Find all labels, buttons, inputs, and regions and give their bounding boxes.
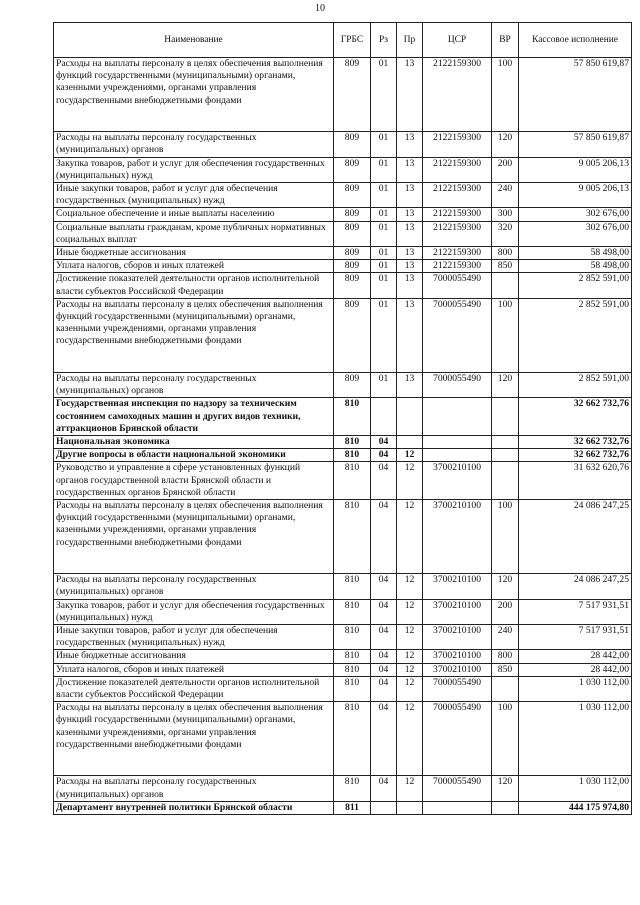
table-row: [54, 801, 632, 814]
row-rz: [371, 801, 397, 814]
row-csr: 2122159300: [423, 260, 492, 273]
budget-execution-table: [53, 22, 632, 815]
row-amount: 24 086 247,25: [519, 574, 632, 599]
row-rz: 04: [371, 650, 397, 663]
row-name: Иные закупки товаров, работ и услуг для обеспечения государственных (муниципальных) нужд: [54, 625, 334, 650]
row-name: Национальная экономика: [54, 436, 334, 449]
row-amount: 58 498,00: [519, 247, 632, 260]
table-row: [54, 500, 632, 574]
row-rz: 04: [371, 500, 397, 574]
row-name: Достижение показателей деятельности органов исполнительной власти субъектов Российской Федерации: [54, 676, 334, 701]
row-csr: 2122159300: [423, 157, 492, 182]
row-grbs: 810: [334, 462, 371, 500]
row-grbs: 810: [334, 449, 371, 462]
row-vr: [492, 801, 519, 814]
row-csr: 2122159300: [423, 247, 492, 260]
table-row: [54, 449, 632, 462]
row-csr: 3700210100: [423, 663, 492, 676]
row-rz: [371, 398, 397, 436]
row-pr: 13: [397, 298, 423, 372]
row-vr: 200: [492, 157, 519, 182]
row-vr: 200: [492, 599, 519, 624]
row-grbs: 809: [334, 183, 371, 208]
row-pr: 13: [397, 58, 423, 132]
row-grbs: 810: [334, 676, 371, 701]
row-grbs: 810: [334, 500, 371, 574]
row-csr: 2122159300: [423, 132, 492, 157]
row-amount: 302 676,00: [519, 221, 632, 246]
header-name: Наименование: [54, 23, 334, 58]
row-rz: 01: [371, 247, 397, 260]
row-amount: 28 442,00: [519, 663, 632, 676]
row-vr: 320: [492, 221, 519, 246]
row-pr: 13: [397, 132, 423, 157]
row-rz: 04: [371, 462, 397, 500]
row-amount: 9 005 206,13: [519, 183, 632, 208]
row-vr: 240: [492, 625, 519, 650]
row-vr: 120: [492, 132, 519, 157]
table-row: [54, 676, 632, 701]
row-name: Расходы на выплаты персоналу государственных (муниципальных) органов: [54, 776, 334, 801]
row-amount: 31 632 620,76: [519, 462, 632, 500]
row-csr: 2122159300: [423, 183, 492, 208]
row-grbs: 809: [334, 373, 371, 398]
table-header-row: [54, 23, 632, 58]
row-pr: 12: [397, 462, 423, 500]
row-grbs: 809: [334, 273, 371, 298]
table-row: [54, 599, 632, 624]
table-row: [54, 702, 632, 776]
row-vr: 100: [492, 702, 519, 776]
row-rz: 04: [371, 436, 397, 449]
row-rz: 04: [371, 776, 397, 801]
row-rz: 01: [371, 58, 397, 132]
row-rz: 04: [371, 676, 397, 701]
row-vr: 850: [492, 663, 519, 676]
row-csr: 7000055490: [423, 676, 492, 701]
row-pr: 13: [397, 183, 423, 208]
row-vr: 800: [492, 247, 519, 260]
row-grbs: 809: [334, 247, 371, 260]
row-pr: 12: [397, 599, 423, 624]
table-row: [54, 398, 632, 436]
row-name: Социальное обеспечение и иные выплаты населению: [54, 208, 334, 221]
row-vr: [492, 273, 519, 298]
row-name: Достижение показателей деятельности органов исполнительной власти субъектов Российской Федерации: [54, 273, 334, 298]
row-amount: 1 030 112,00: [519, 702, 632, 776]
row-amount: 2 852 591,00: [519, 298, 632, 372]
row-pr: [397, 436, 423, 449]
row-vr: 120: [492, 776, 519, 801]
table-row: [54, 132, 632, 157]
row-csr: 2122159300: [423, 208, 492, 221]
row-name: Социальные выплаты гражданам, кроме публичных нормативных социальных выплат: [54, 221, 334, 246]
row-rz: 04: [371, 625, 397, 650]
row-pr: 13: [397, 208, 423, 221]
row-vr: [492, 449, 519, 462]
row-pr: [397, 801, 423, 814]
row-csr: 2122159300: [423, 221, 492, 246]
row-grbs: 810: [334, 702, 371, 776]
table-row: [54, 298, 632, 372]
table-row: [54, 273, 632, 298]
row-amount: 57 850 619,87: [519, 58, 632, 132]
row-grbs: 810: [334, 398, 371, 436]
header-grbs: ГРБС: [334, 23, 371, 58]
row-grbs: 809: [334, 260, 371, 273]
row-vr: 850: [492, 260, 519, 273]
row-name: Департамент внутренней политики Брянской области: [54, 801, 334, 814]
row-vr: 800: [492, 650, 519, 663]
row-csr: 7000055490: [423, 776, 492, 801]
row-amount: 32 662 732,76: [519, 449, 632, 462]
row-rz: 04: [371, 663, 397, 676]
row-vr: 100: [492, 298, 519, 372]
row-pr: [397, 398, 423, 436]
row-vr: 120: [492, 574, 519, 599]
row-amount: 32 662 732,76: [519, 398, 632, 436]
table-row: [54, 247, 632, 260]
row-amount: 32 662 732,76: [519, 436, 632, 449]
row-pr: 12: [397, 500, 423, 574]
table-row: [54, 650, 632, 663]
row-rz: 04: [371, 449, 397, 462]
row-vr: [492, 676, 519, 701]
row-csr: [423, 449, 492, 462]
row-grbs: 811: [334, 801, 371, 814]
row-pr: 12: [397, 663, 423, 676]
table-row: [54, 436, 632, 449]
row-pr: 13: [397, 221, 423, 246]
header-csr: ЦСР: [423, 23, 492, 58]
row-grbs: 809: [334, 58, 371, 132]
row-amount: 7 517 931,51: [519, 599, 632, 624]
row-pr: 12: [397, 574, 423, 599]
header-rz: Рз: [371, 23, 397, 58]
row-vr: 100: [492, 58, 519, 132]
table-row: [54, 462, 632, 500]
row-name: Руководство и управление в сфере установленных функций органов государственной власти Брянской области и государственных органов Брянской области: [54, 462, 334, 500]
row-csr: 3700210100: [423, 462, 492, 500]
row-pr: 12: [397, 776, 423, 801]
row-csr: 3700210100: [423, 599, 492, 624]
row-pr: 13: [397, 247, 423, 260]
table-row: [54, 776, 632, 801]
table-row: [54, 625, 632, 650]
table-row: [54, 373, 632, 398]
row-amount: 24 086 247,25: [519, 500, 632, 574]
row-rz: 01: [371, 132, 397, 157]
row-csr: 3700210100: [423, 574, 492, 599]
row-amount: 2 852 591,00: [519, 373, 632, 398]
row-csr: [423, 398, 492, 436]
row-amount: 9 005 206,13: [519, 157, 632, 182]
row-pr: 13: [397, 273, 423, 298]
row-pr: 12: [397, 676, 423, 701]
row-vr: [492, 436, 519, 449]
table-body: [54, 58, 632, 815]
row-csr: 7000055490: [423, 702, 492, 776]
table-row: [54, 157, 632, 182]
row-pr: 13: [397, 260, 423, 273]
row-rz: 01: [371, 221, 397, 246]
row-pr: 13: [397, 157, 423, 182]
row-grbs: 809: [334, 157, 371, 182]
table-row: [54, 260, 632, 273]
row-csr: 7000055490: [423, 298, 492, 372]
row-vr: [492, 398, 519, 436]
row-grbs: 810: [334, 625, 371, 650]
row-amount: 1 030 112,00: [519, 676, 632, 701]
header-vr: ВР: [492, 23, 519, 58]
row-csr: 3700210100: [423, 625, 492, 650]
row-name: Расходы на выплаты персоналу в целях обеспечения выполнения функций государственными (муниципальными) органами, казенными учреждениями, органами управления государственными внебюджетными фондами: [54, 58, 334, 132]
row-amount: 57 850 619,87: [519, 132, 632, 157]
row-rz: 01: [371, 273, 397, 298]
table-row: [54, 663, 632, 676]
row-grbs: 809: [334, 221, 371, 246]
row-rz: 01: [371, 373, 397, 398]
row-grbs: 810: [334, 599, 371, 624]
row-rz: 01: [371, 157, 397, 182]
row-pr: 12: [397, 449, 423, 462]
table-row: [54, 221, 632, 246]
row-name: Расходы на выплаты персоналу государственных (муниципальных) органов: [54, 373, 334, 398]
row-grbs: 810: [334, 574, 371, 599]
row-name: Уплата налогов, сборов и иных платежей: [54, 663, 334, 676]
row-name: Закупка товаров, работ и услуг для обеспечения государственных (муниципальных) нужд: [54, 599, 334, 624]
row-grbs: 810: [334, 650, 371, 663]
table-row: [54, 183, 632, 208]
row-name: Другие вопросы в области национальной экономики: [54, 449, 334, 462]
page-number: 10: [315, 3, 325, 14]
row-csr: [423, 801, 492, 814]
row-csr: 2122159300: [423, 58, 492, 132]
row-name: Иные бюджетные ассигнования: [54, 247, 334, 260]
row-csr: 7000055490: [423, 273, 492, 298]
row-rz: 01: [371, 208, 397, 221]
row-pr: 13: [397, 373, 423, 398]
table-row: [54, 574, 632, 599]
row-amount: 444 175 974,80: [519, 801, 632, 814]
row-name: Расходы на выплаты персоналу в целях обеспечения выполнения функций государственными (муниципальными) органами, казенными учреждениями, органами управления государственными внебюджетными фондами: [54, 298, 334, 372]
row-grbs: 810: [334, 436, 371, 449]
row-amount: 7 517 931,51: [519, 625, 632, 650]
row-csr: 3700210100: [423, 500, 492, 574]
row-rz: 01: [371, 183, 397, 208]
row-rz: 04: [371, 574, 397, 599]
row-name: Иные бюджетные ассигнования: [54, 650, 334, 663]
row-rz: 01: [371, 298, 397, 372]
row-grbs: 810: [334, 776, 371, 801]
row-rz: 01: [371, 260, 397, 273]
row-grbs: 810: [334, 663, 371, 676]
row-amount: 2 852 591,00: [519, 273, 632, 298]
row-pr: 12: [397, 702, 423, 776]
row-name: Расходы на выплаты персоналу государственных (муниципальных) органов: [54, 132, 334, 157]
header-pr: Пр: [397, 23, 423, 58]
row-vr: 300: [492, 208, 519, 221]
row-vr: 120: [492, 373, 519, 398]
table-row: [54, 208, 632, 221]
row-name: Расходы на выплаты персоналу в целях обеспечения выполнения функций государственными (муниципальными) органами, казенными учреждениями, органами управления государственными внебюджетными фондами: [54, 500, 334, 574]
row-amount: 28 442,00: [519, 650, 632, 663]
row-pr: 12: [397, 650, 423, 663]
row-rz: 04: [371, 702, 397, 776]
row-name: Иные закупки товаров, работ и услуг для обеспечения государственных (муниципальных) нужд: [54, 183, 334, 208]
row-vr: 100: [492, 500, 519, 574]
row-grbs: 809: [334, 132, 371, 157]
row-amount: 302 676,00: [519, 208, 632, 221]
row-name: Расходы на выплаты персоналу в целях обеспечения выполнения функций государственными (муниципальными) органами, казенными учреждениями, органами управления государственными внебюджетными фондами: [54, 702, 334, 776]
row-name: Уплата налогов, сборов и иных платежей: [54, 260, 334, 273]
row-csr: 7000055490: [423, 373, 492, 398]
row-amount: 1 030 112,00: [519, 776, 632, 801]
row-grbs: 809: [334, 208, 371, 221]
row-pr: 12: [397, 625, 423, 650]
row-name: Закупка товаров, работ и услуг для обеспечения государственных (муниципальных) нужд: [54, 157, 334, 182]
row-rz: 04: [371, 599, 397, 624]
row-name: Расходы на выплаты персоналу государственных (муниципальных) органов: [54, 574, 334, 599]
table-row: [54, 58, 632, 132]
row-grbs: 809: [334, 298, 371, 372]
row-amount: 58 498,00: [519, 260, 632, 273]
row-vr: 240: [492, 183, 519, 208]
row-vr: [492, 462, 519, 500]
row-csr: 3700210100: [423, 650, 492, 663]
row-name: Государственная инспекция по надзору за техническим состоянием самоходных машин и других видов техники, аттракционов Брянской области: [54, 398, 334, 436]
row-csr: [423, 436, 492, 449]
header-amount: Кассовое исполнение: [519, 23, 632, 58]
